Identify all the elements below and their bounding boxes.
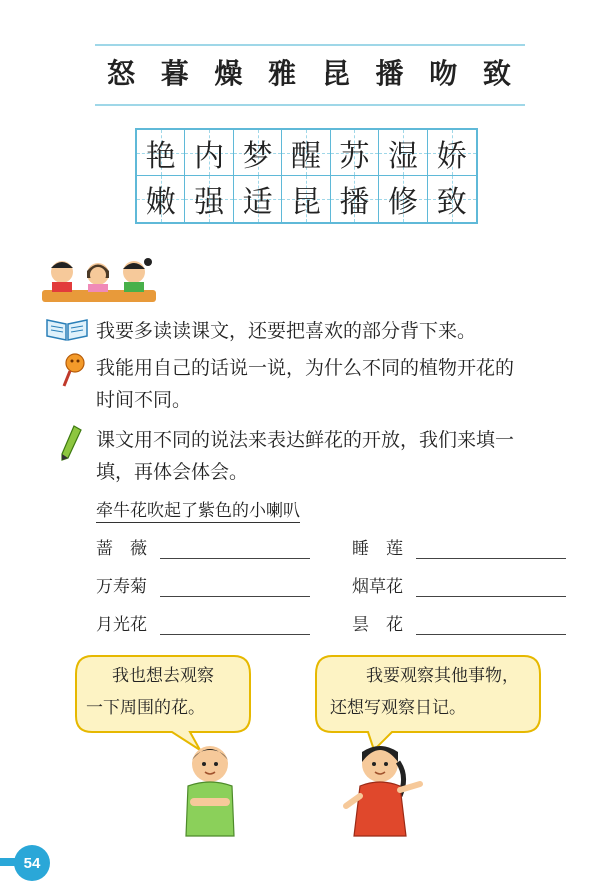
instruction-write-line1: 课文用不同的说法来表达鲜花的开放，我们来填一 bbox=[96, 429, 515, 451]
reading-char: 昆 bbox=[321, 57, 352, 90]
grid-cell: 艳 bbox=[137, 130, 185, 176]
bubble-girl-line2: 还想写观察日记。 bbox=[330, 698, 466, 718]
instruction-write bbox=[96, 424, 566, 488]
microphone-icon bbox=[58, 352, 88, 390]
grid-cell: 娇 bbox=[428, 130, 476, 176]
answer-blank[interactable] bbox=[160, 576, 310, 597]
reading-strip-bottom-rule bbox=[95, 104, 525, 106]
flower-label: 月光花 bbox=[96, 615, 147, 635]
fill-row bbox=[96, 534, 310, 559]
boy-icon bbox=[172, 736, 248, 846]
instruction-read: 我要多读读课文，还要把喜欢的部分背下来。 bbox=[96, 320, 477, 342]
bubble-boy-line2: 一下周围的花。 bbox=[86, 698, 205, 718]
page-number: 54 bbox=[14, 845, 50, 881]
instruction-speak bbox=[96, 352, 566, 416]
reading-char: 怒 bbox=[107, 57, 138, 90]
fill-row bbox=[96, 572, 310, 597]
open-book-icon bbox=[44, 316, 90, 342]
flower-label: 蔷 薇 bbox=[96, 539, 147, 559]
grid-cell: 嫩 bbox=[137, 176, 185, 222]
reading-char: 吻 bbox=[429, 57, 460, 90]
answer-blank[interactable] bbox=[160, 614, 310, 635]
answer-blank[interactable] bbox=[416, 614, 566, 635]
kids-group-icon bbox=[40, 254, 158, 304]
grid-cell: 播 bbox=[331, 176, 379, 222]
reading-char: 燥 bbox=[214, 57, 245, 90]
reading-char: 致 bbox=[482, 57, 513, 90]
answer-blank[interactable] bbox=[416, 538, 566, 559]
fill-row bbox=[352, 610, 566, 635]
reading-char: 雅 bbox=[268, 57, 299, 90]
bubble-boy-line1: 我也想去观察 bbox=[112, 666, 214, 686]
answer-blank[interactable] bbox=[160, 538, 310, 559]
reading-char: 暮 bbox=[160, 57, 191, 90]
fill-row bbox=[352, 572, 566, 597]
grid-cell: 适 bbox=[234, 176, 282, 222]
flower-label: 烟草花 bbox=[352, 577, 403, 597]
writing-grid bbox=[135, 128, 478, 224]
instruction-speak-line1: 我能用自己的话说一说，为什么不同的植物开花的 bbox=[96, 357, 515, 379]
flower-label: 睡 莲 bbox=[352, 539, 403, 559]
reading-strip-top-rule bbox=[95, 44, 525, 46]
flower-label: 万寿菊 bbox=[96, 577, 147, 597]
fill-row bbox=[352, 534, 566, 559]
reading-char: 播 bbox=[375, 57, 406, 90]
bubble-girl-line1: 我要观察其他事物， bbox=[366, 666, 519, 686]
reading-strip bbox=[95, 52, 525, 98]
grid-cell: 修 bbox=[379, 176, 427, 222]
grid-cell: 内 bbox=[185, 130, 233, 176]
answer-blank[interactable] bbox=[416, 576, 566, 597]
grid-cell: 昆 bbox=[282, 176, 330, 222]
grid-cell: 醒 bbox=[282, 130, 330, 176]
pencil-icon bbox=[56, 424, 84, 464]
instruction-speak-line2: 时间不同。 bbox=[96, 389, 192, 411]
flower-label: 昙 花 bbox=[352, 615, 403, 635]
grid-cell: 强 bbox=[185, 176, 233, 222]
grid-cell: 湿 bbox=[379, 130, 427, 176]
grid-cell: 苏 bbox=[331, 130, 379, 176]
grid-cell: 梦 bbox=[234, 130, 282, 176]
girl-icon bbox=[336, 736, 432, 846]
instruction-write-line2: 填，再体会体会。 bbox=[96, 461, 249, 483]
example-sentence: 牵牛花吹起了紫色的小喇叭 bbox=[96, 496, 300, 523]
grid-cell: 致 bbox=[428, 176, 476, 222]
fill-row bbox=[96, 610, 310, 635]
